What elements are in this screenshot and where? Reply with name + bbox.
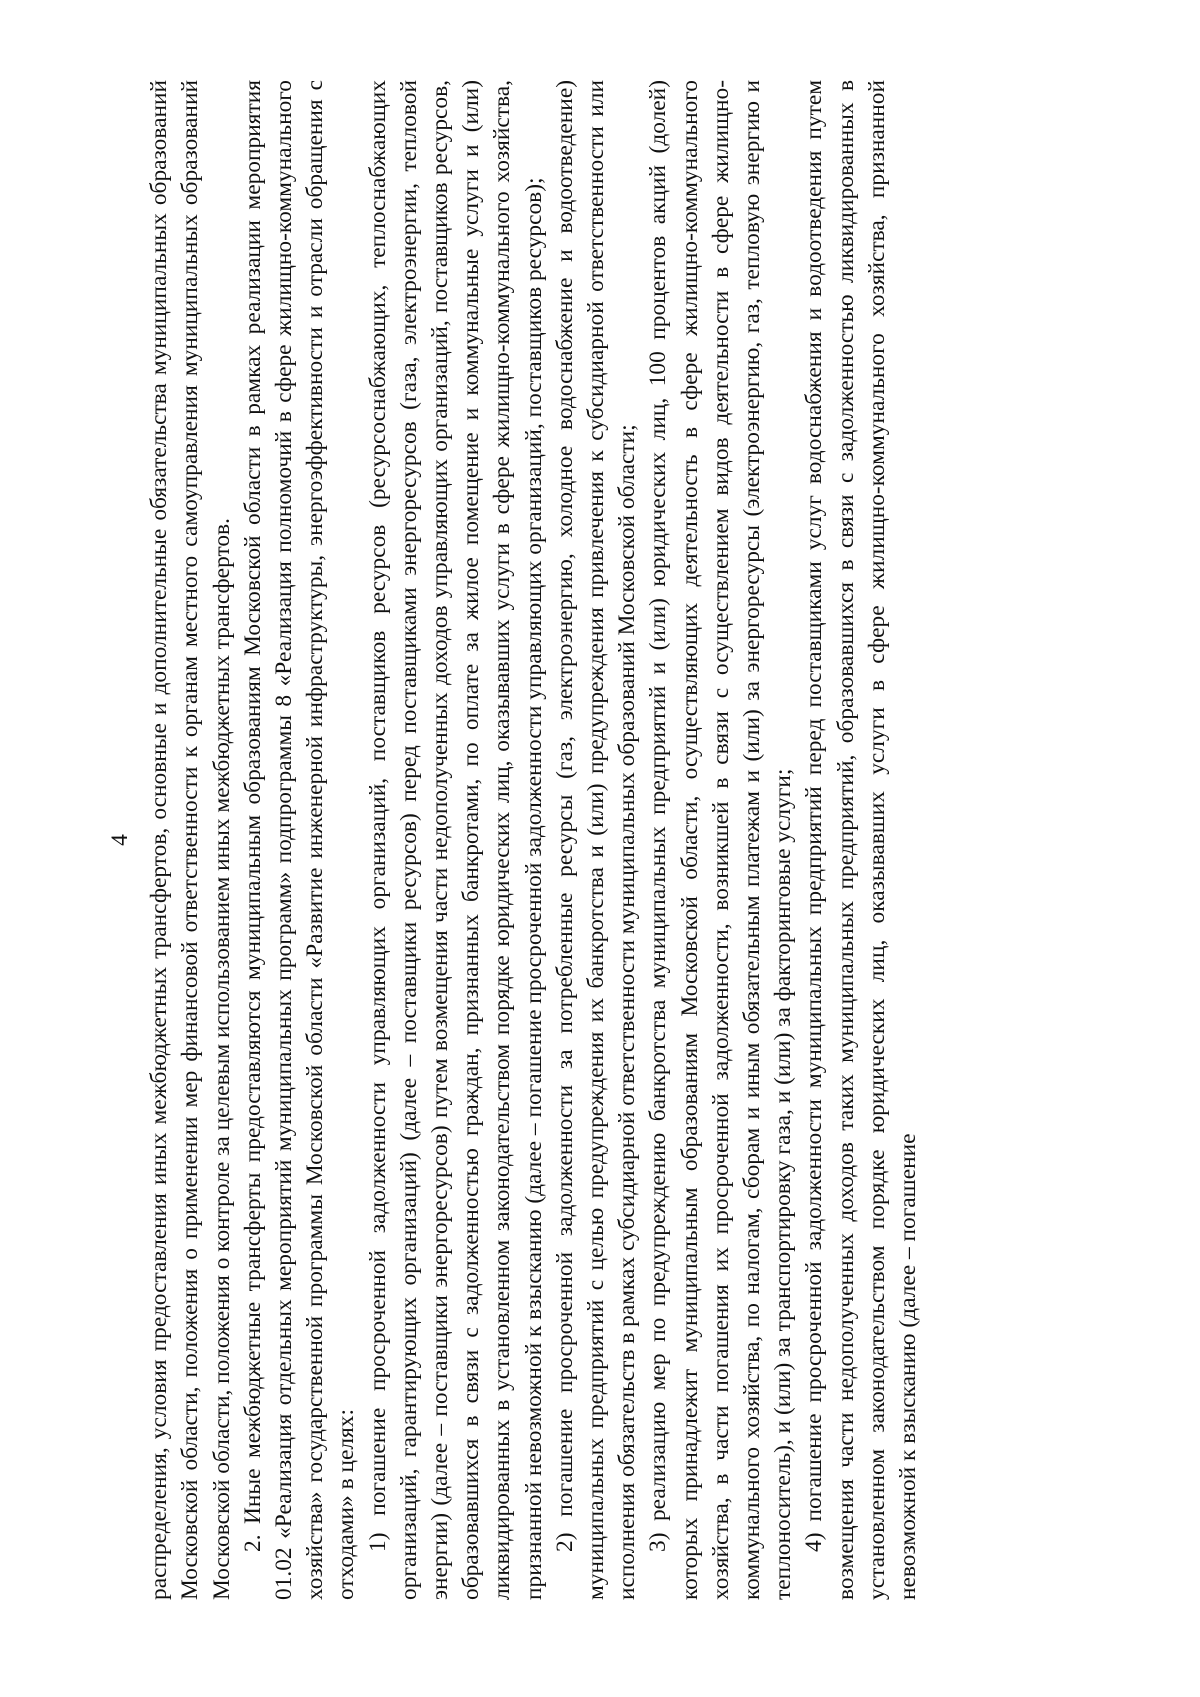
rotated-text-block	[105, 80, 1105, 1600]
paragraph-item-1: 1) погашение просроченной задолженности управляющих организаций, поставщиков ресурсов (ресурсоснабжающих, теплоснабжающих организаций, гарантирующих организаций) (далее – поставщики ресурсов) перед поставщиками энергоресурсов (газа, электроэнергии, тепловой энергии) (далее – поставщики энергоресурсов) путем возмещения части недополученных доходов управляющих организаций, поставщиков ресурсов, образовавшихся в связи с задолженностью граждан, признанных банкротами, по оплате за жилое помещение и коммунальные услуги и (или) ликвидированных в установленном законодательством порядке юридических лиц, оказывавших услуги в сфере жилищно-коммунального хозяйства, признанной невозможной к взысканию (далее – погашение просроченной задолженности управляющих организаций, поставщиков ресурсов);	[364, 80, 547, 1600]
paragraph-continuation: распределения, условия предоставления иных межбюджетных трансфертов, основные и дополнительные обязательства муниципальных образований Московской области, положения о применении мер финансовой ответственности к органам местного самоуправления муниципальных образований Московской области, положения о контроле за целевым использованием иных межбюджетных трансфертов.	[146, 80, 235, 1600]
paragraph-item-4: 4) погашение просроченной задолженности муниципальных предприятий перед поставщиками услуг водоснабжения и водоотведения путем возмещения части недополученных доходов таких муниципальных предприятий, образовавшихся в связи с задолженностью ликвидированных в установленном законодательством порядке юридических лиц, оказывавших услуги в сфере жилищно-коммунального хозяйства, признанной невозможной к взысканию (далее – погашение	[801, 80, 922, 1600]
page-number: 4	[107, 834, 133, 846]
paragraph-item-2: 2) погашение просроченной задолженности за потребленные ресурсы (газ, электроэнергию, холодное водоснабжение и водоотведение) муниципальных предприятий с целью предупреждения их банкротства и (или) предупреждения привлечения к субсидиарной ответственности или исполнения обязательств в рамках субсидиарной ответственности муниципальных образований Московской области;	[551, 80, 641, 1600]
paragraph-item-3: 3) реализацию мер по предупреждению банкротства муниципальных предприятий и (или) юридических лиц, 100 процентов акций (долей) которых принадлежит муниципальным образованиям Московской области, осуществляющих деятельность в сфере жилищно-коммунального хозяйства, в части погашения их просроченной задолженности, возникшей в связи с осуществлением видов деятельности в сфере жилищно-коммунального хозяйства, по налогам, сборам и иным обязательным платежам и (или) за энергоресурсы (электроэнергию, газ, тепловую энергию и теплоноситель), и (или) за транспортировку газа, и (или) за факторинговые услуги;	[645, 80, 797, 1600]
paragraph-2-transfers: 2. Иные межбюджетные трансферты предоставляются муниципальным образованиям Московской области в рамках реализации мероприятия 01.02 «Реализация отдельных мероприятий муниципальных программ» подпрограммы 8 «Реализация полномочий в сфере жилищно-коммунального хозяйства» государственной программы Московской области «Развитие инженерной инфраструктуры, энергоэффективности и отрасли обращения с отходами» в целях:	[239, 80, 360, 1600]
